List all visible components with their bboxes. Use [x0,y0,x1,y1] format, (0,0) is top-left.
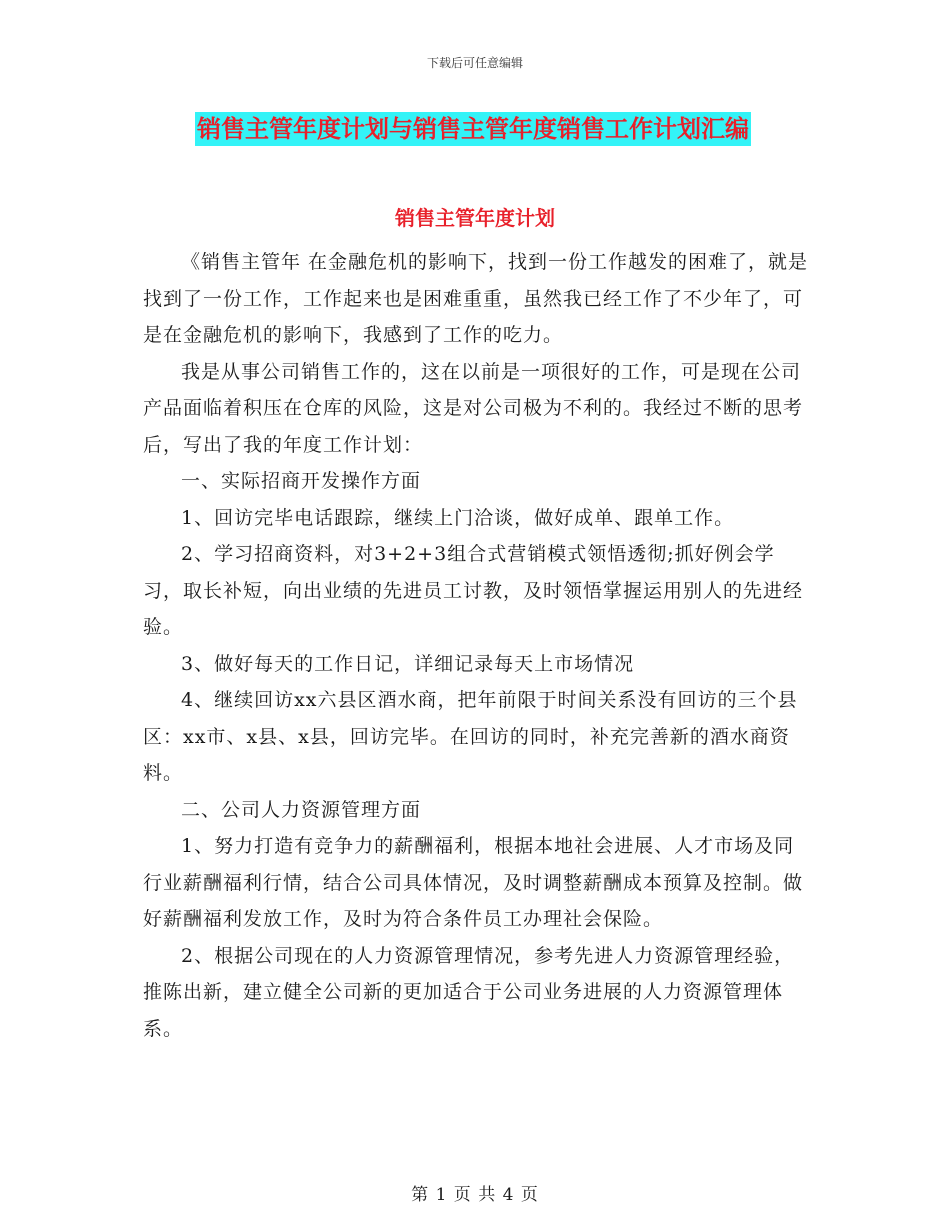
header-note: 下载后可任意编辑 [426,56,523,70]
paragraph: 我是从事公司销售工作的，这在以前是一项很好的工作，可是现在公司产品面临着积压在仓库的风险，这是对公司极为不利的。我经过不断的思考后，写出了我的年度工作计划： [143,360,804,456]
paragraph: 3、做好每天的工作日记，详细记录每天上市场情况 [181,652,635,675]
paragraph: 2、根据公司现在的人力资源管理情况，参考先进人力资源管理经验，推陈出新，建立健全公司新的更加适合于公司业务进展的人力资源管理体系。 [143,944,795,1040]
paragraph: 《销售主管年 在金融危机的影响下，找到一份工作越发的困难了，就是找到了一份工作，工作起来也是困难重重，虽然我已经工作了不少年了，可是在金融危机的影响下，我感到了工作的吃力。 [143,251,809,346]
subheading: 一、实际招商开发操作方面 [181,470,422,492]
document-title: 销售主管年度计划与销售主管年度销售工作计划汇编 [195,112,751,146]
subheading: 二、公司人力资源管理方面 [181,798,422,821]
paragraph: 1、努力打造有竞争力的薪酬福利，根据本地社会进展、人才市场及同行业薪酬福利行情，结合公司具体情况，及时调整薪酬成本预算及控制。做好薪酬福利发放工作，及时为符合条件员工办理社会保险。 [143,835,804,930]
document-body [143,244,813,1047]
paragraph: 1、回访完毕电话跟踪，继续上门洽谈，做好成单、跟单工作。 [181,506,735,529]
page-number: 第 1 页 共 4 页 [411,1185,539,1205]
paragraph: 4、继续回访xx六县区酒水商，把年前限于时间关系没有回访的三个县区：xx市、x县、x县，回访完毕。在回访的同时，补充完善新的酒水商资料。 [143,689,798,784]
paragraph: 2、学习招商资料，对3+2+3组合式营销模式领悟透彻;抓好例会学习，取长补短，向出业绩的先进员工讨教，及时领悟掌握运用别人的先进经验。 [143,543,804,638]
section-title: 销售主管年度计划 [395,206,555,230]
